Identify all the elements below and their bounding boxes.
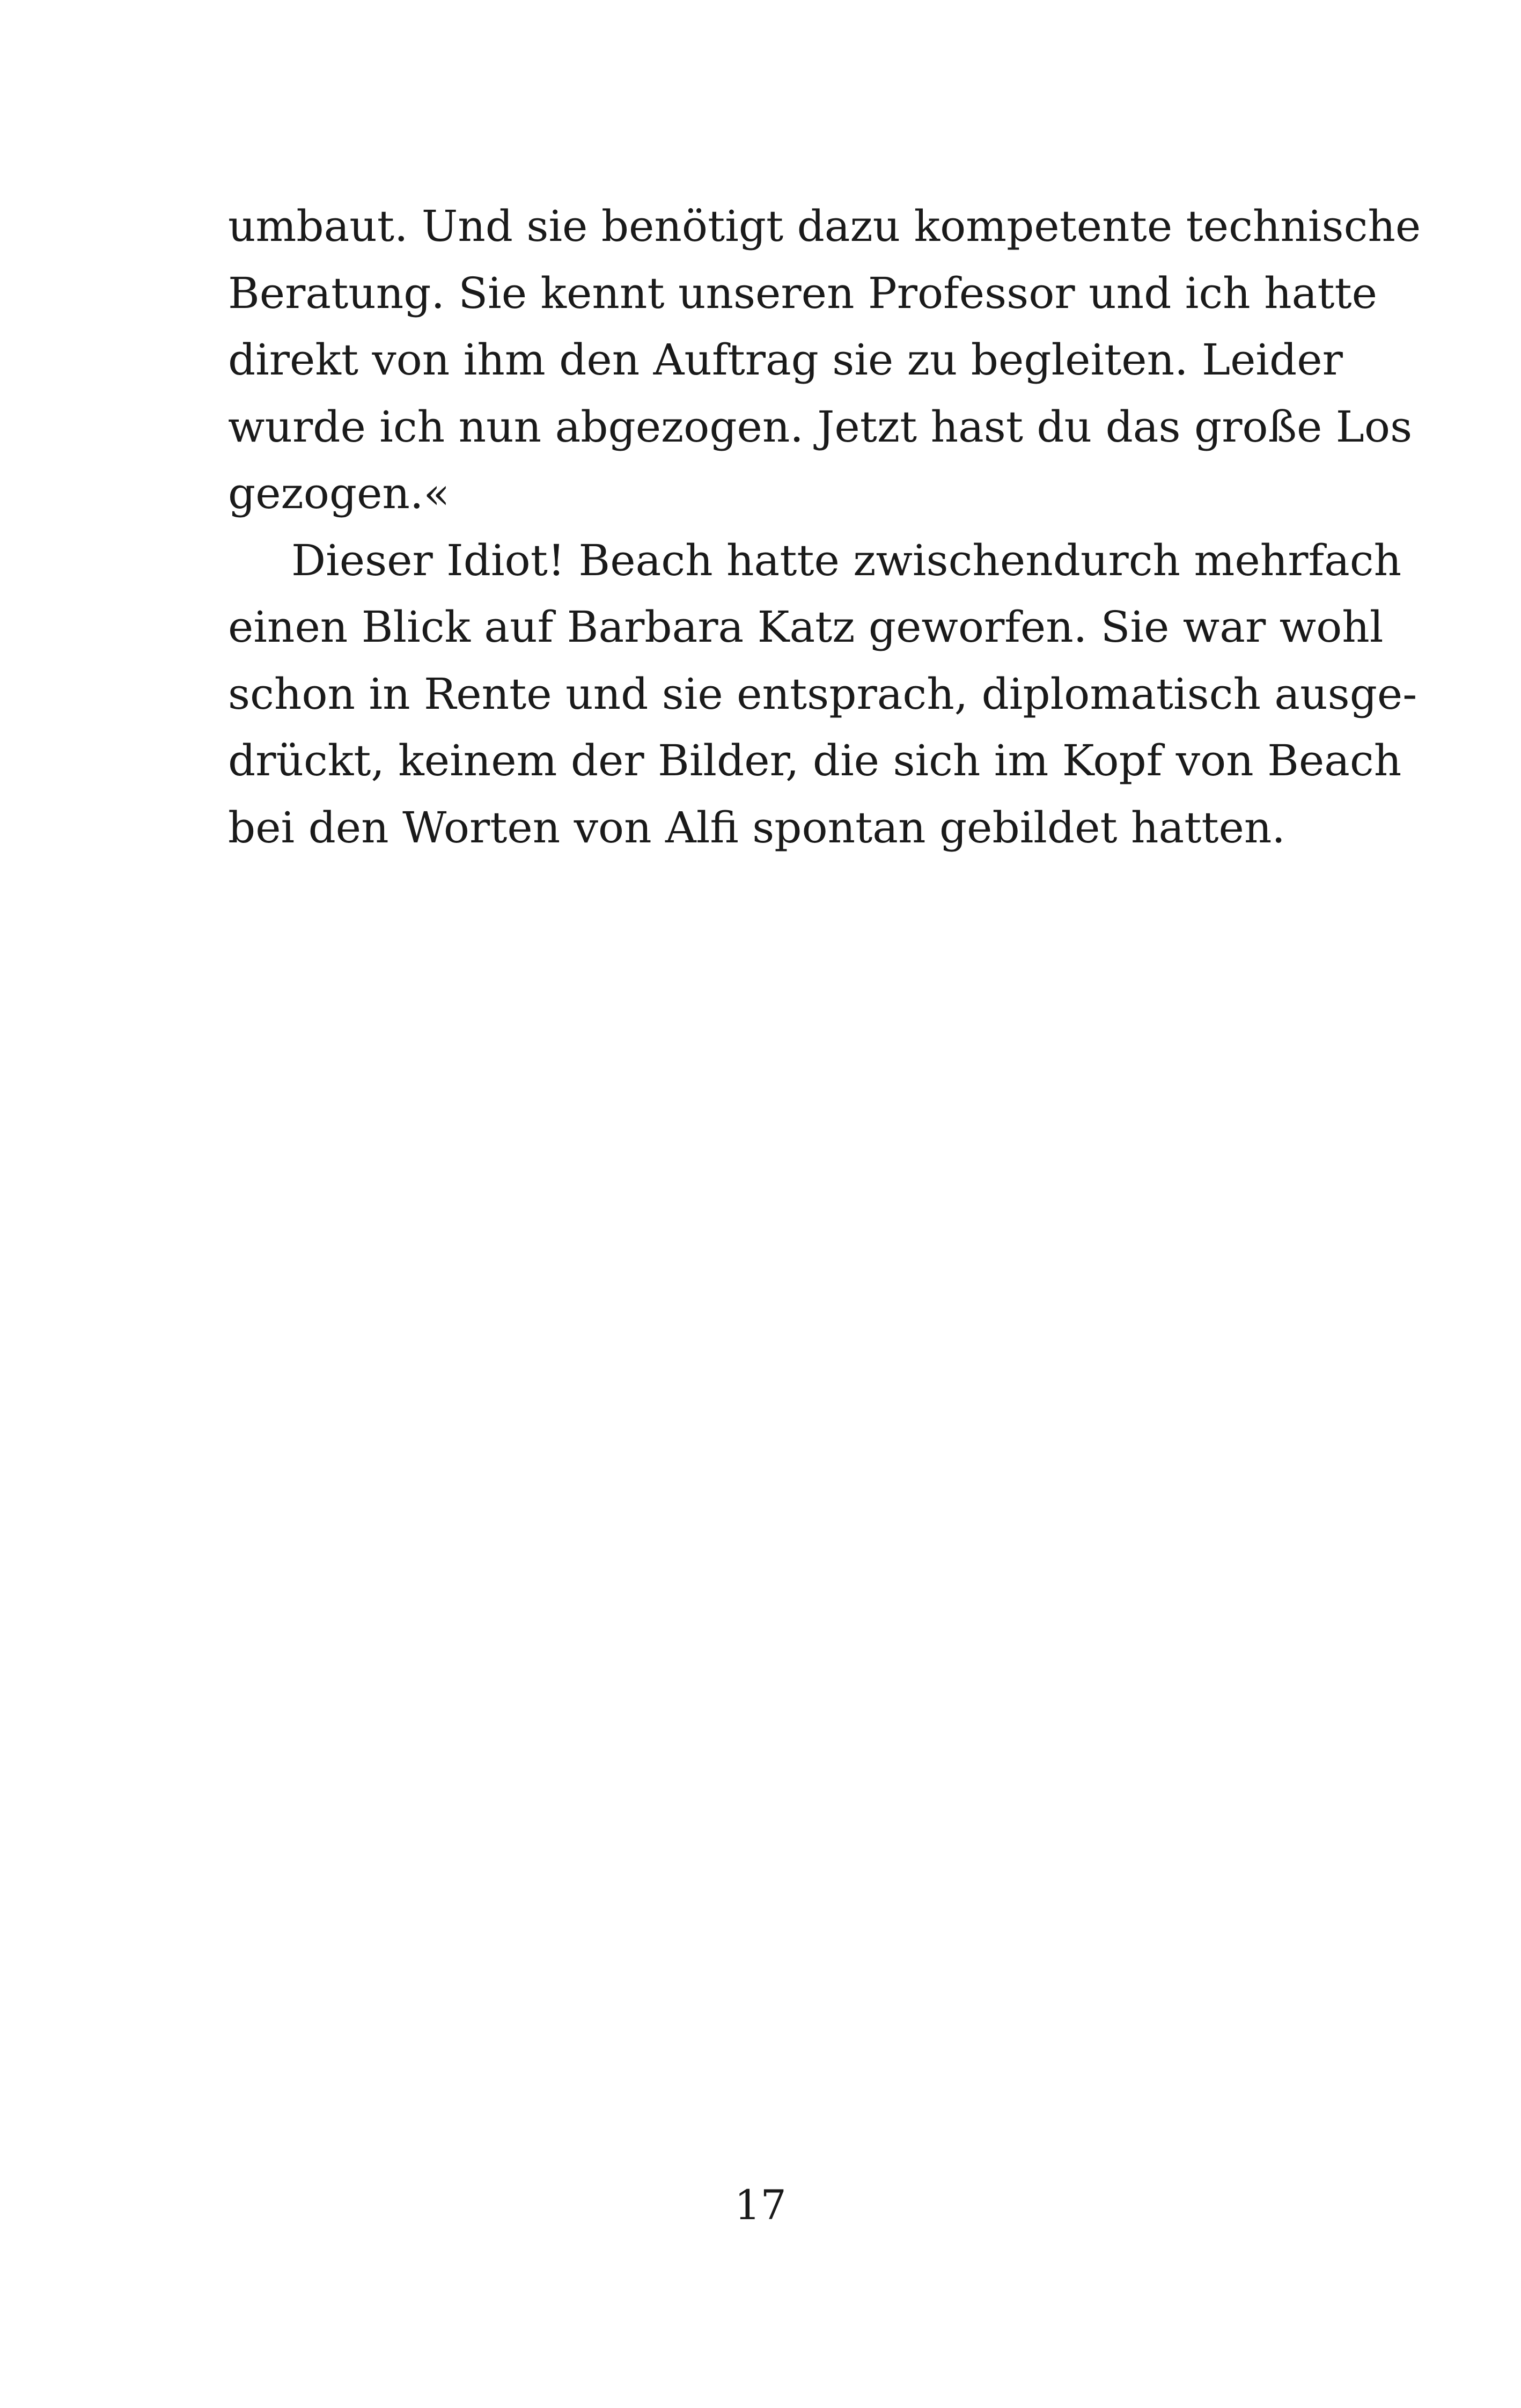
text-line: schon in Rente und sie entsprach, diplomatisch ausge-	[228, 669, 1417, 719]
text-line: gezogen.«	[228, 468, 450, 518]
text-line: drückt, keinem der Bilder, die sich im Kopf von Beach	[228, 736, 1402, 785]
body-text	[228, 193, 1421, 861]
paragraph-2	[228, 527, 1417, 862]
text-line: Dieser Idiot! Beach hatte zwischendurch mehrfach	[291, 535, 1402, 585]
page-number: 17	[734, 2181, 787, 2229]
text-line: umbaut. Und sie benötigt dazu kompetente technische	[228, 201, 1421, 251]
text-line: direkt von ihm den Auftrag sie zu begleiten. Leider	[228, 335, 1343, 385]
text-line: einen Blick auf Barbara Katz geworfen. Sie war wohl	[228, 602, 1384, 652]
text-line: Beratung. Sie kennt unseren Professor und ich hatte	[228, 268, 1377, 318]
paragraph-1	[228, 193, 1421, 527]
text-line: bei den Worten von Alfi spontan gebildet hatten.	[228, 802, 1285, 853]
text-line: wurde ich nun abgezogen. Jetzt hast du das große Los	[228, 401, 1413, 452]
